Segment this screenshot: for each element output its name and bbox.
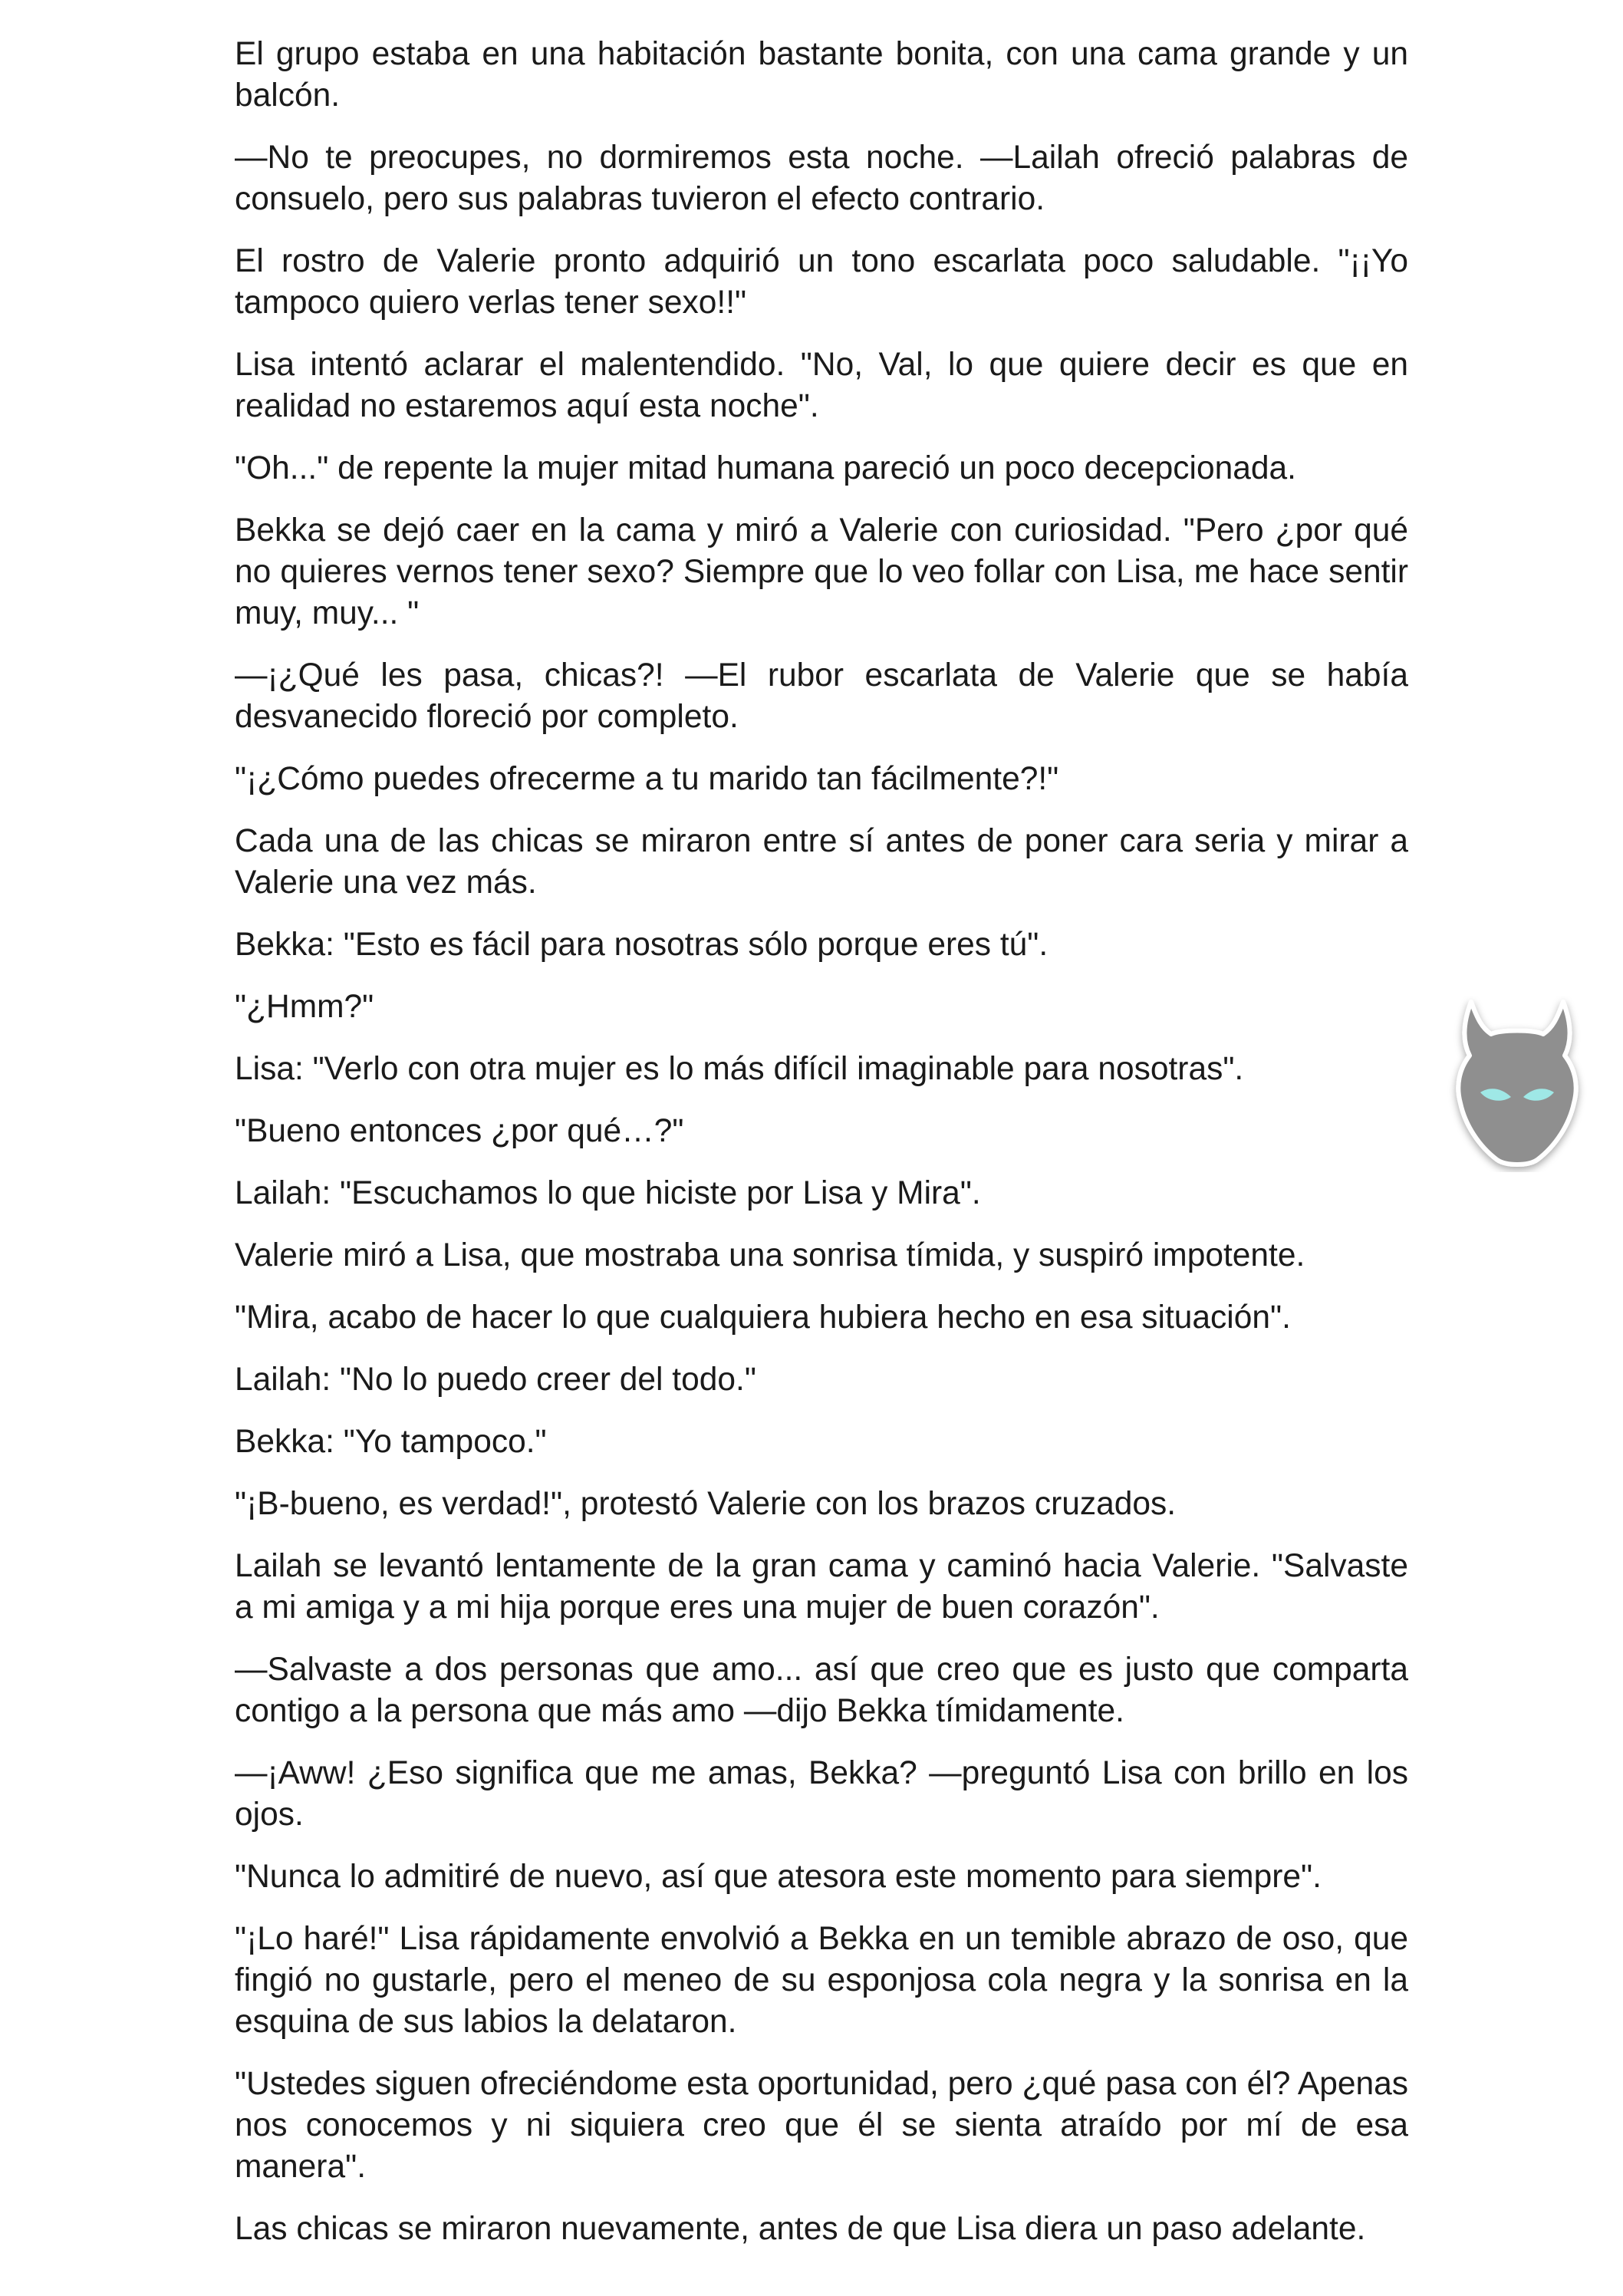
document-page <box>235 34 1408 2271</box>
paragraph: Valerie miró a Lisa, que mostraba una sonrisa tímida, y suspiró impotente. <box>235 1237 1305 1273</box>
paragraph: El rostro de Valerie pronto adquirió un tono escarlata poco saludable. "¡¡Yo tampoco quiero verlas tener sexo!!" <box>235 243 1408 321</box>
paragraph: Lailah: "Escuchamos lo que hiciste por Lisa y Mira". <box>235 1175 981 1211</box>
paragraph: "¡B-bueno, es verdad!", protestó Valerie con los brazos cruzados. <box>235 1486 1177 1522</box>
paragraph: Lailah: "No lo puedo creer del todo." <box>235 1362 756 1398</box>
paragraph: "Ustedes siguen ofreciéndome esta oportunidad, pero ¿qué pasa con él? Apenas nos conocemos y ni siquiera creo que él se sienta atraído por mí de esa manera". <box>235 2066 1408 2185</box>
paragraph: "¿Hmm?" <box>235 989 374 1025</box>
paragraph: "Mira, acabo de hacer lo que cualquiera hubiera hecho en esa situación". <box>235 1300 1291 1336</box>
paragraph: —¡Aww! ¿Eso significa que me amas, Bekka? —preguntó Lisa con brillo en los ojos. <box>235 1755 1408 1833</box>
watermark-logo <box>1440 996 1594 1172</box>
paragraph: Cada una de las chicas se miraron entre sí antes de poner cara seria y mirar a Valerie una vez más. <box>235 823 1408 901</box>
paragraph: Lisa intentó aclarar el malentendido. "No, Val, lo que quiere decir es que en realidad no estaremos aquí esta noche". <box>235 347 1408 424</box>
paragraph: Las chicas se miraron nuevamente, antes de que Lisa diera un paso adelante. <box>235 2211 1366 2247</box>
paragraph: "¡Lo haré!" Lisa rápidamente envolvió a Bekka en un temible abrazo de oso, que fingió no gustarle, pero el meneo de su esponjosa cola negra y la sonrisa en la esquina de sus labios la delataron. <box>235 1921 1408 2040</box>
paragraph: —¡¿Qué les pasa, chicas?! —El rubor escarlata de Valerie que se había desvanecido floreció por completo. <box>235 657 1408 735</box>
paragraph: Bekka se dejó caer en la cama y miró a Valerie con curiosidad. "Pero ¿por qué no quieres vernos tener sexo? Siempre que lo veo follar con Lisa, me hace sentir muy, muy... " <box>235 512 1408 631</box>
paragraph: —Salvaste a dos personas que amo... así que creo que es justo que comparta contigo a la persona que más amo —dijo Bekka tímidamente. <box>235 1652 1408 1729</box>
paragraph: "¡¿Cómo puedes ofrecerme a tu marido tan fácilmente?!" <box>235 761 1059 797</box>
paragraph: "Bueno entonces ¿por qué…?" <box>235 1113 684 1149</box>
paragraph: Lailah se levantó lentamente de la gran cama y caminó hacia Valerie. "Salvaste a mi amiga y a mi hija porque eres una mujer de buen corazón". <box>235 1548 1408 1626</box>
paragraph: "Nunca lo admitiré de nuevo, así que atesora este momento para siempre". <box>235 1859 1322 1895</box>
paragraph: Bekka: "Esto es fácil para nosotras sólo porque eres tú". <box>235 927 1049 963</box>
paragraph: Bekka: "Yo tampoco." <box>235 1424 547 1460</box>
demon-head-icon <box>1440 996 1594 1172</box>
paragraph: Lisa: "Verlo con otra mujer es lo más difícil imaginable para nosotras". <box>235 1051 1244 1087</box>
paragraph: El grupo estaba en una habitación bastante bonita, con una cama grande y un balcón. <box>235 36 1408 114</box>
paragraph: —No te preocupes, no dormiremos esta noche. —Lailah ofreció palabras de consuelo, pero sus palabras tuvieron el efecto contrario. <box>235 140 1408 217</box>
paragraph: "Oh..." de repente la mujer mitad humana pareció un poco decepcionada. <box>235 450 1296 486</box>
